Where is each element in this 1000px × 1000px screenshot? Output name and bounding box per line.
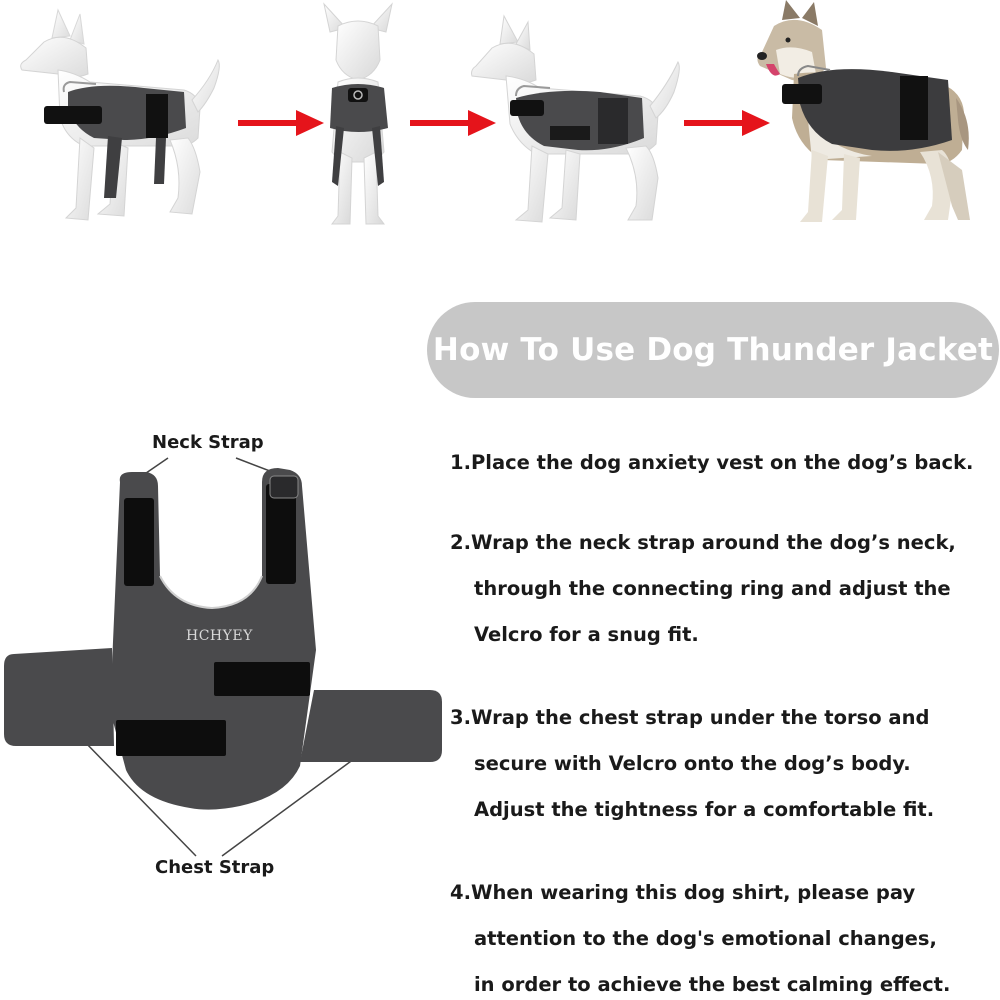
chest-strap-label: Chest Strap (155, 857, 275, 878)
instruction-line: 1.Place the dog anxiety vest on the dog’s back. (450, 451, 974, 474)
instruction-step-4 (450, 870, 995, 1000)
instruction-step-2 (450, 520, 995, 658)
instruction-line: 3.Wrap the chest strap under the torso and (450, 706, 930, 729)
title-banner (427, 302, 999, 398)
mannequin-wrapped-vest-icon (470, 14, 684, 234)
neck-strap-label: Neck Strap (152, 432, 264, 453)
mannequin-front-vest-icon (318, 2, 398, 232)
mannequin-side-vest-icon (14, 8, 224, 230)
husky-wearing-vest-icon (752, 0, 976, 232)
instruction-step-1 (450, 440, 995, 486)
vest-diagram (0, 420, 450, 890)
instruction-line: in order to achieve the best calming effect. (474, 973, 951, 996)
instruction-line: 2.Wrap the neck strap around the dog’s neck, (450, 531, 956, 554)
instruction-step-3 (450, 695, 995, 833)
red-arrow-icon (238, 108, 324, 138)
instruction-line: 4.When wearing this dog shirt, please pay (450, 881, 916, 904)
instruction-line: Velcro for a snug fit. (474, 623, 699, 646)
instruction-line: Adjust the tightness for a comfortable fit. (474, 798, 935, 821)
vest-illustration (0, 420, 450, 890)
instruction-line: through the connecting ring and adjust the (474, 577, 951, 600)
usage-steps-row (0, 0, 1000, 250)
instruction-line: attention to the dog's emotional changes, (474, 927, 937, 950)
banner-title: How To Use Dog Thunder Jacket (432, 332, 994, 368)
brand-label: HCHYEY (186, 628, 253, 644)
instruction-line: secure with Velcro onto the dog’s body. (474, 752, 911, 775)
